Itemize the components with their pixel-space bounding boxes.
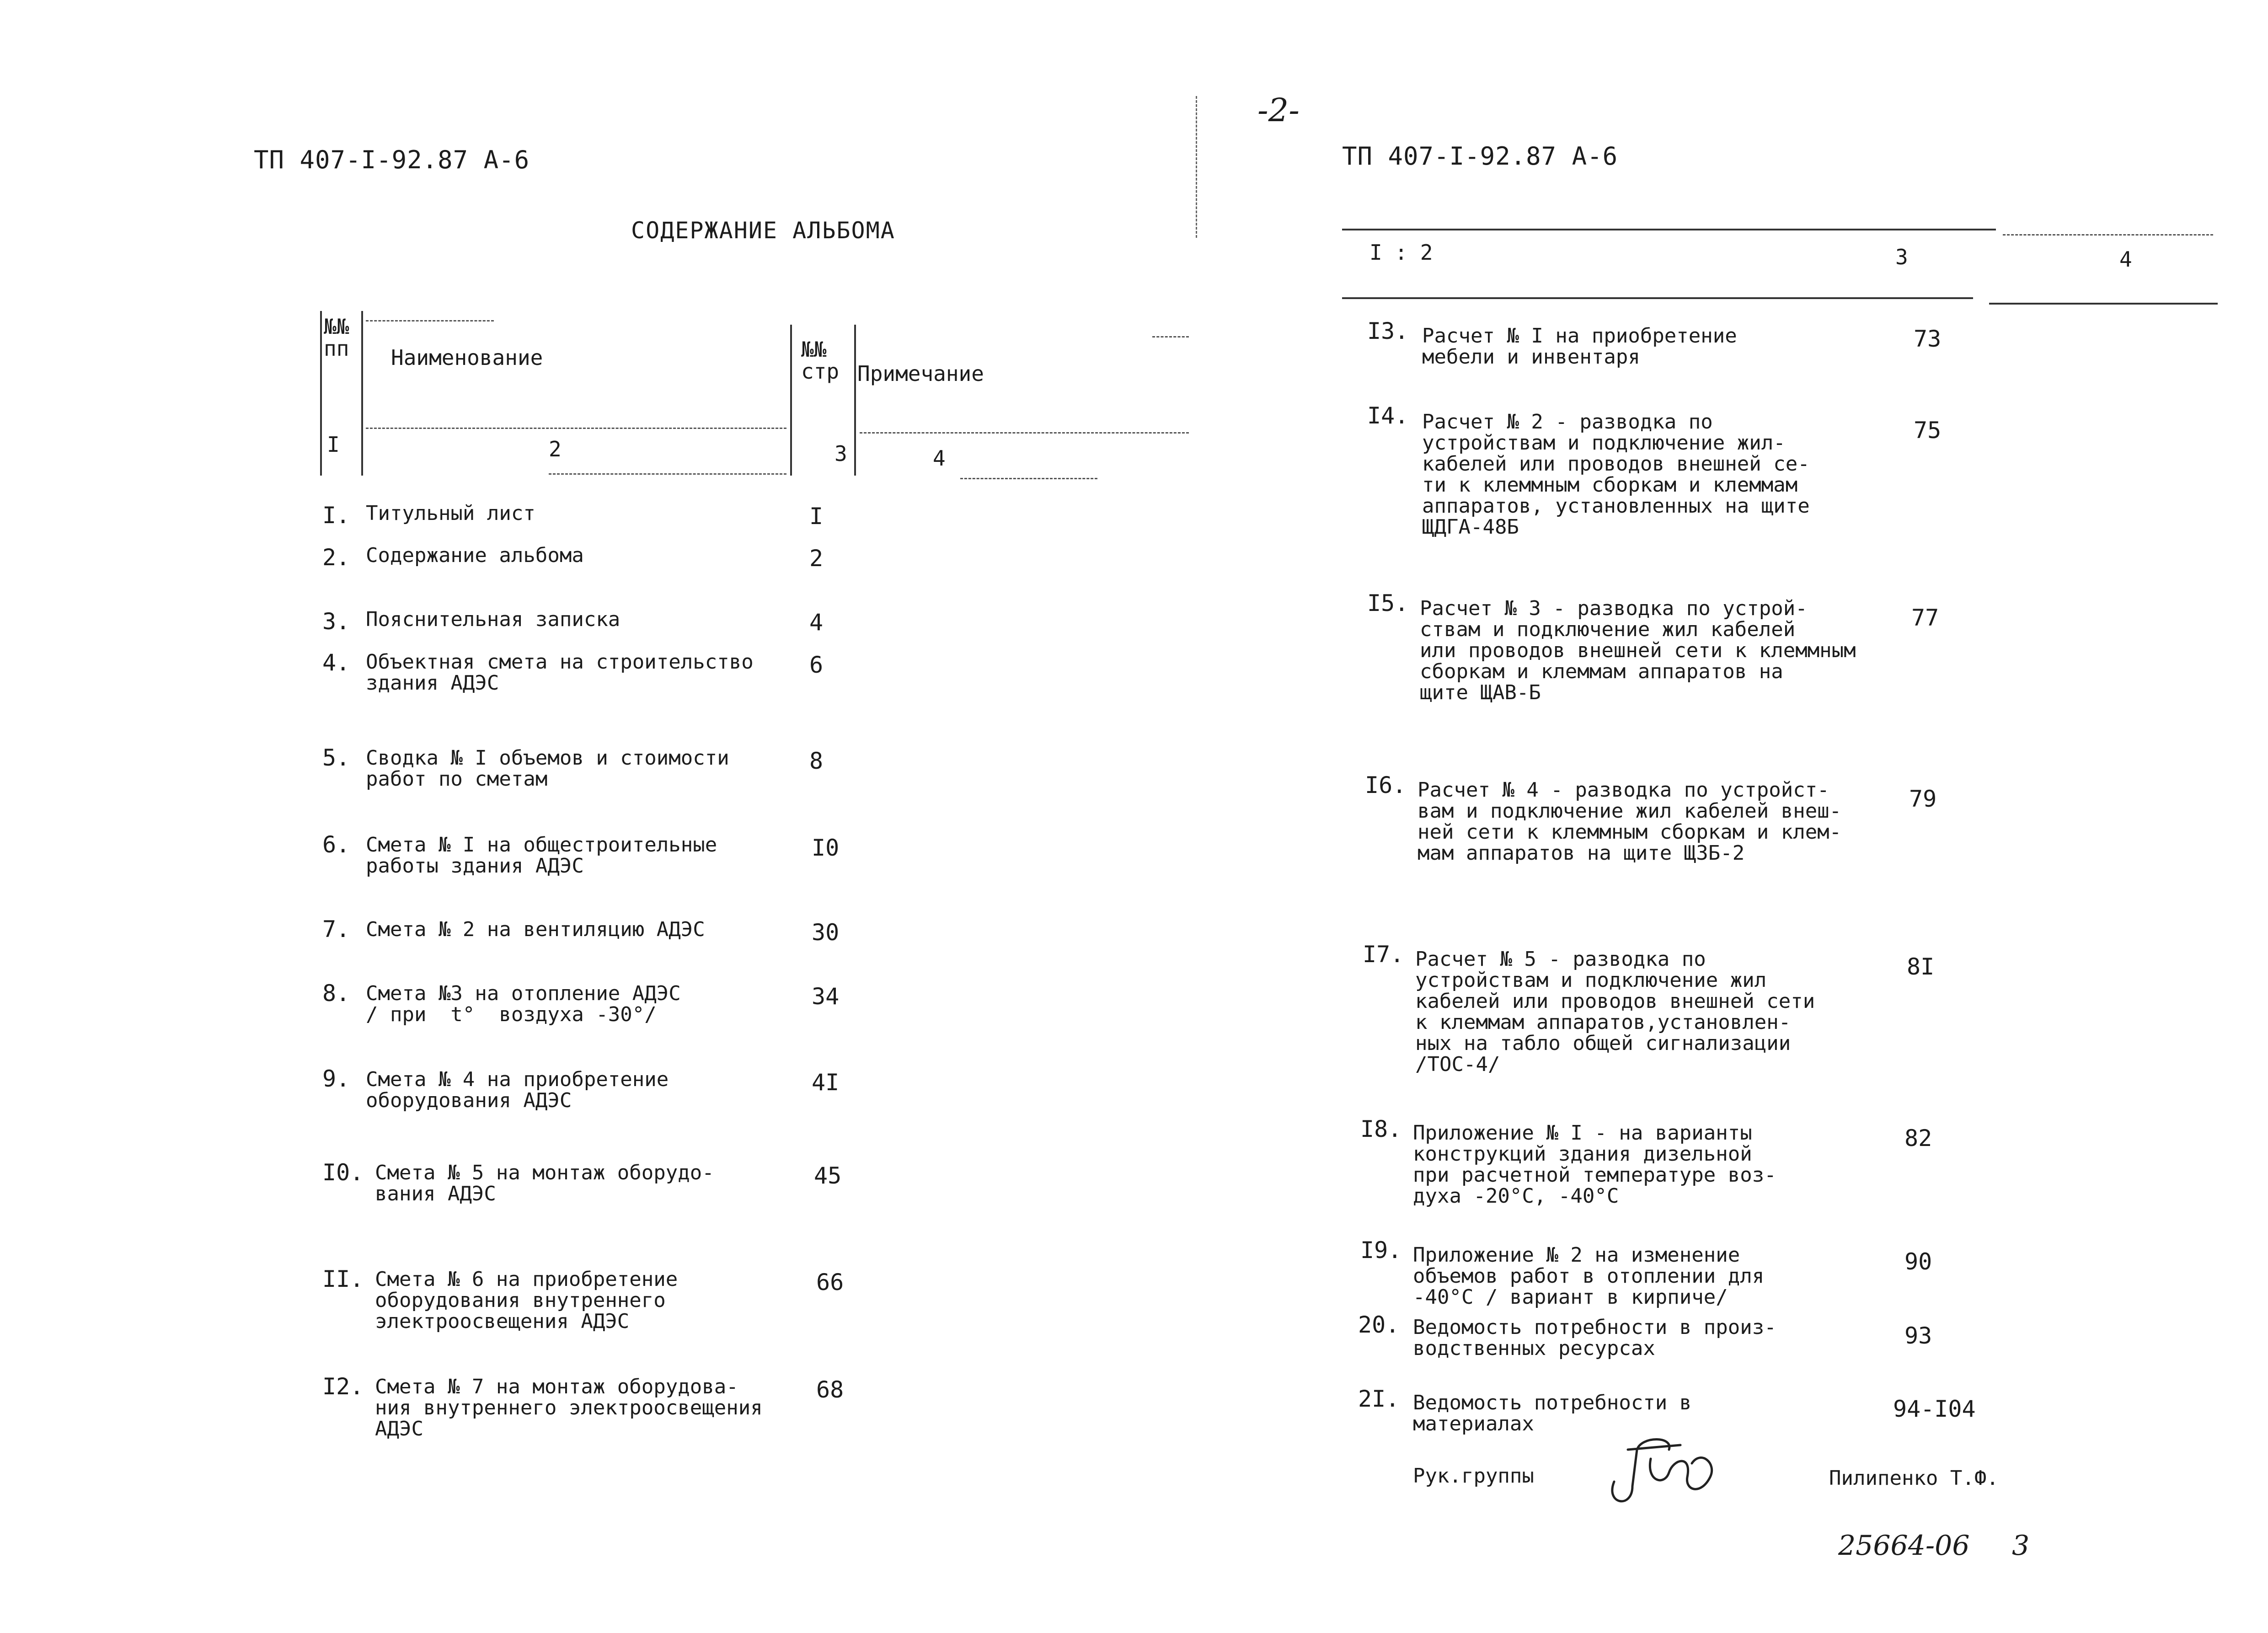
- list-item-page: 4: [809, 609, 824, 636]
- list-item-number: I7.: [1363, 941, 1404, 968]
- list-item-page: 94-I04: [1893, 1396, 1976, 1422]
- list-item-number: I3.: [1367, 318, 1409, 344]
- list-item-text: Объектная смета на строительство здания АДЭС: [366, 650, 754, 695]
- list-item-text: Смета № 5 на монтаж оборудо- вания АДЭС: [375, 1161, 714, 1205]
- list-item-number: I0.: [322, 1159, 364, 1186]
- list-item-text: Смета № I на общестроительные работы здания АДЭС: [366, 833, 717, 878]
- list-item-page: 73: [1914, 326, 1942, 352]
- header-left-border: [320, 311, 322, 476]
- list-item-number: 8.: [322, 980, 350, 1007]
- list-item-number: I.: [322, 502, 350, 529]
- right-header-cols-1-2: I : 2: [1369, 240, 1433, 265]
- list-item-text: Приложение № 2 на изменение объемов работ в отоплении для -40°С / вариант в кирпиче/: [1413, 1243, 1765, 1309]
- header-col-number: №№ пп: [324, 314, 349, 361]
- sheet-number: 3: [2012, 1530, 2030, 1562]
- header-bottom-line-right: [960, 478, 1097, 479]
- list-item-page: 6: [809, 652, 824, 678]
- list-item-number: 20.: [1358, 1312, 1400, 1338]
- list-item-number: I8.: [1360, 1116, 1402, 1142]
- header-top-dash: [366, 320, 494, 321]
- list-item-page: I0: [812, 835, 840, 861]
- list-item-page: 75: [1914, 417, 1942, 444]
- right-header-col-4: 4: [2119, 247, 2132, 272]
- list-item-page: 79: [1909, 786, 1937, 812]
- list-item-number: 2.: [322, 544, 350, 571]
- right-table-header-line: [1342, 297, 1973, 299]
- list-item-number: 2I.: [1358, 1386, 1400, 1412]
- header-num-1: I: [327, 432, 340, 457]
- list-item-text: Расчет № 5 - разводка по устройствам и подключение жил кабелей или проводов внешней сети к клеммам аппаратов,установлен- ных на табло общей сигнализации /ТОС-4/: [1415, 948, 1815, 1076]
- header-num-2: 2: [549, 437, 562, 461]
- list-item-text: Пояснительная записка: [366, 608, 620, 631]
- list-item-page: 34: [812, 983, 840, 1010]
- fold-line: [1196, 96, 1197, 238]
- list-item-page: 93: [1904, 1322, 1932, 1349]
- archive-number: 25664-06: [1838, 1530, 1970, 1562]
- album-contents-title: СОДЕРЖАНИЕ АЛЬБОМА: [631, 217, 895, 244]
- header-mid-line-right: [860, 432, 1189, 434]
- list-item-text: Содержание альбома: [366, 544, 584, 567]
- right-doc-code: ТП 407-I-92.87 А-6: [1342, 142, 1618, 171]
- list-item-number: 4.: [322, 649, 350, 676]
- list-item-number: II.: [322, 1266, 364, 1292]
- header-mid-line: [366, 428, 786, 429]
- header-col3-divider: [854, 325, 856, 476]
- list-item-number: I9.: [1360, 1237, 1402, 1264]
- list-item-page: 2: [809, 545, 824, 572]
- list-item-number: I4.: [1367, 402, 1409, 429]
- list-item-text: Ведомость потребности в материалах: [1413, 1391, 1692, 1435]
- list-item-number: 3.: [322, 608, 350, 635]
- header-col1-divider: [361, 311, 363, 476]
- list-item-text: Расчет № 2 - разводка по устройствам и подключение жил- кабелей или проводов внешней се- ти к клеммным сборкам и клеммам аппаратов, установленных на щите ЩДГА-48Б: [1422, 410, 1810, 539]
- handwritten-signature: [1600, 1431, 1728, 1509]
- page-number: -2-: [1257, 91, 1300, 129]
- header-col-note: Примечание: [857, 361, 984, 386]
- list-item-page: 68: [816, 1376, 844, 1403]
- list-item-text: Смета № 4 на приобретение оборудования АДЭС: [366, 1068, 669, 1112]
- list-item-number: 7.: [322, 916, 350, 942]
- list-item-page: 77: [1911, 605, 1939, 631]
- list-item-text: Сводка № I объемов и стоимости работ по сметам: [366, 746, 729, 791]
- list-item-number: I6.: [1365, 772, 1407, 798]
- header-bottom-line: [549, 473, 786, 475]
- list-item-text: Титульный лист: [366, 502, 535, 525]
- list-item-text: Расчет № I на приобретение мебели и инвентаря: [1422, 324, 1737, 369]
- list-item-number: 9.: [322, 1065, 350, 1092]
- list-item-page: 30: [812, 919, 840, 946]
- list-item-number: I5.: [1367, 590, 1409, 616]
- header-col-page: №№ стр: [801, 337, 840, 384]
- right-table-top-line-extension: [2003, 234, 2213, 236]
- right-table-header-line-extension: [1989, 303, 2218, 305]
- list-item-number: 6.: [322, 831, 350, 858]
- right-header-col-3: 3: [1895, 245, 1908, 269]
- list-item-text: Смета № 2 на вентиляцию АДЭС: [366, 918, 705, 941]
- list-item-page: 8I: [1907, 953, 1935, 980]
- list-item-page: 90: [1904, 1248, 1932, 1275]
- list-item-text: Смета № 6 на приобретение оборудования внутреннего электроосвещения АДЭС: [375, 1268, 678, 1333]
- list-item-text: Приложение № I - на варианты конструкций здания дизельной при расчетной температуре воз- духа -20°С, -40°С: [1413, 1121, 1776, 1208]
- list-item-page: 4I: [812, 1069, 840, 1096]
- list-item-text: Смета №3 на отопление АДЭС / при t° воздуха -30°/: [366, 982, 681, 1026]
- header-col2-divider: [790, 325, 792, 476]
- list-item-text: Ведомость потребности в произ- водственных ресурсах: [1413, 1316, 1776, 1360]
- right-table-top-line: [1342, 229, 1996, 230]
- list-item-text: Расчет № 3 - разводка по устрой- ствам и подключение жил кабелей или проводов внешней сети к клеммным сборкам и клеммам аппаратов на щите ЩАВ-Б: [1420, 597, 1856, 704]
- list-item-text: Расчет № 4 - разводка по устройст- вам и подключение жил кабелей внеш- ней сети к клеммным сборкам и клем- мам аппаратов на щите ЩЗБ-2: [1418, 778, 1842, 865]
- header-num-3: 3: [834, 441, 847, 466]
- header-top-dash-right: [1152, 336, 1189, 337]
- list-item-number: I2.: [322, 1373, 364, 1400]
- list-item-text: Смета № 7 на монтаж оборудова- ния внутреннего электроосвещения АДЭС: [375, 1375, 763, 1440]
- list-item-number: 5.: [322, 744, 350, 771]
- list-item-page: 8: [809, 748, 824, 774]
- signoff-role: Рук.группы: [1413, 1464, 1534, 1488]
- left-doc-code: ТП 407-I-92.87 А-6: [254, 145, 530, 174]
- header-num-4: 4: [933, 446, 946, 471]
- list-item-page: I: [809, 503, 824, 530]
- header-col-name: Наименование: [391, 345, 543, 370]
- list-item-page: 66: [816, 1269, 844, 1296]
- list-item-page: 82: [1904, 1125, 1932, 1151]
- list-item-page: 45: [814, 1162, 842, 1189]
- signoff-name: Пилипенко Т.Ф.: [1829, 1467, 1999, 1490]
